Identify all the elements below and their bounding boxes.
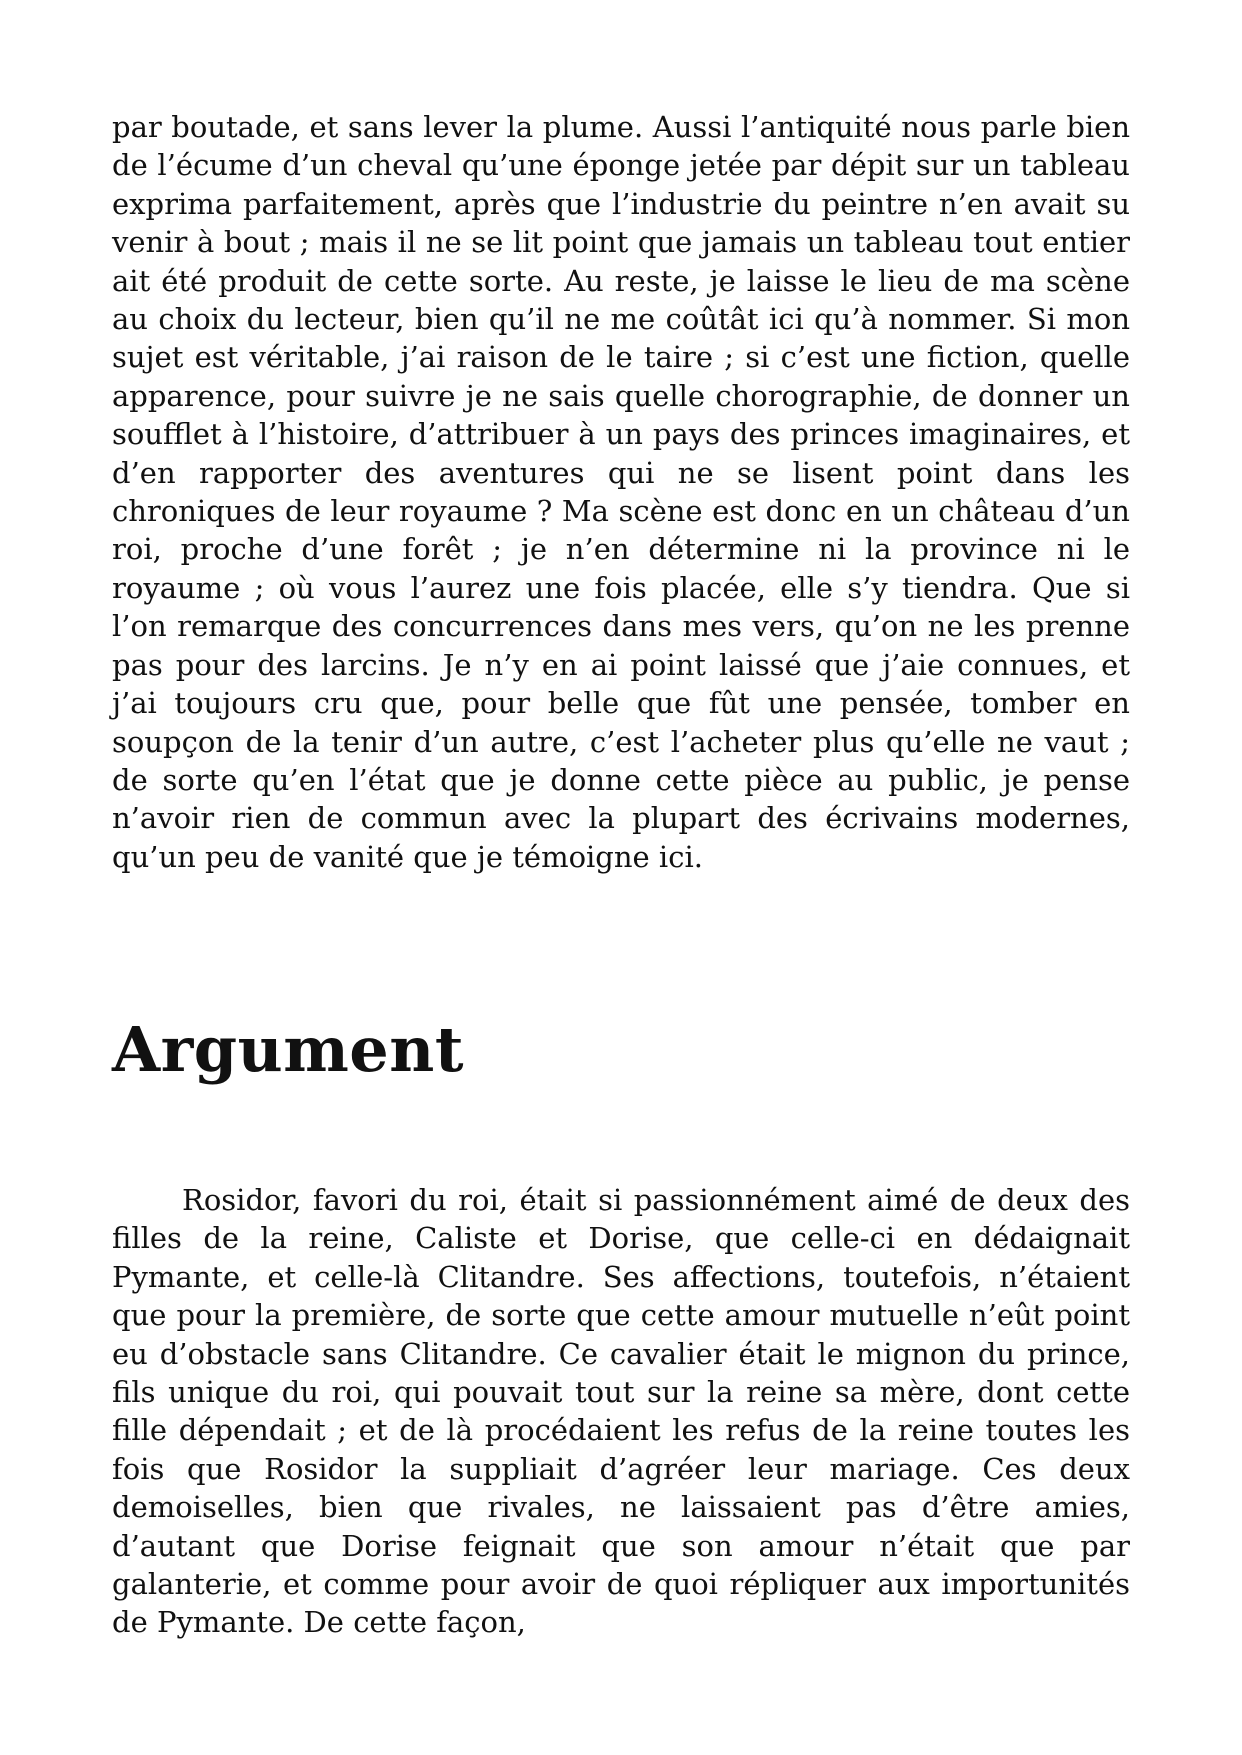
argument-section — [112, 1181, 1130, 1642]
preface-paragraph: par boutade, et sans lever la plume. Aussi l’antiquité nous parle bien de l’écume d’un cheval qu’une éponge jetée par dépit sur un tableau exprima parfaitement, après que l’industrie du peintre n’en avait su venir à bout ; mais il ne se lit point que jamais un tableau tout entier ait été produit de cette sorte. Au reste, je laisse le lieu de ma scène au choix du lecteur, bien qu’il ne me coûtât ici qu’à nommer. Si mon sujet est véritable, j’ai raison de le taire ; si c’est une fiction, quelle apparence, pour suivre je ne sais quelle chorographie, de donner un soufflet à l’histoire, d’attribuer à un pays des princes imaginaires, et d’en rapporter des aventures qui ne se lisent point dans les chroniques de leur royaume ? Ma scène est donc en un château d’un roi, proche d’une forêt ; je n’en détermine ni la province ni le royaume ; où vous l’aurez une fois placée, elle s’y tiendra. Que si l’on remarque des concurrences dans mes vers, qu’on ne les prenne pas pour des larcins. Je n’y en ai point laissé que j’aie connues, et j’ai toujours cru que, pour belle que fût une pensée, tomber en soupçon de la tenir d’un autre, c’est l’acheter plus qu’elle ne vaut ; de sorte qu’en l’état que je donne cette pièce au public, je pense n’avoir rien de commun avec la plupart des écrivains modernes, qu’un peu de vanité que je témoigne ici. — [112, 110, 1130, 874]
chapter-title: Argument — [112, 1013, 464, 1086]
argument-paragraph: Rosidor, favori du roi, était si passionnément aimé de deux des filles de la reine, Caliste et Dorise, que celle-ci en dédaignait Pymante, et celle-là Clitandre. Ses affections, toutefois, n’étaient que pour la première, de sorte que cette amour mutuelle n’eût point eu d’obstacle sans Clitandre. Ce cavalier était le mignon du prince, fils unique du roi, qui pouvait tout sur la reine sa mère, dont cette fille dépendait ; et de là procédaient les refus de la reine toutes les fois que Rosidor la suppliait d’agréer leur mariage. Ces deux demoiselles, bien que rivales, ne laissaient pas d’être amies, d’autant que Dorise feignait que son amour n’était que par galanterie, et comme pour avoir de quoi répliquer aux importunités de Pymante. De cette façon, — [112, 1183, 1130, 1640]
book-page — [112, 108, 1130, 1640]
